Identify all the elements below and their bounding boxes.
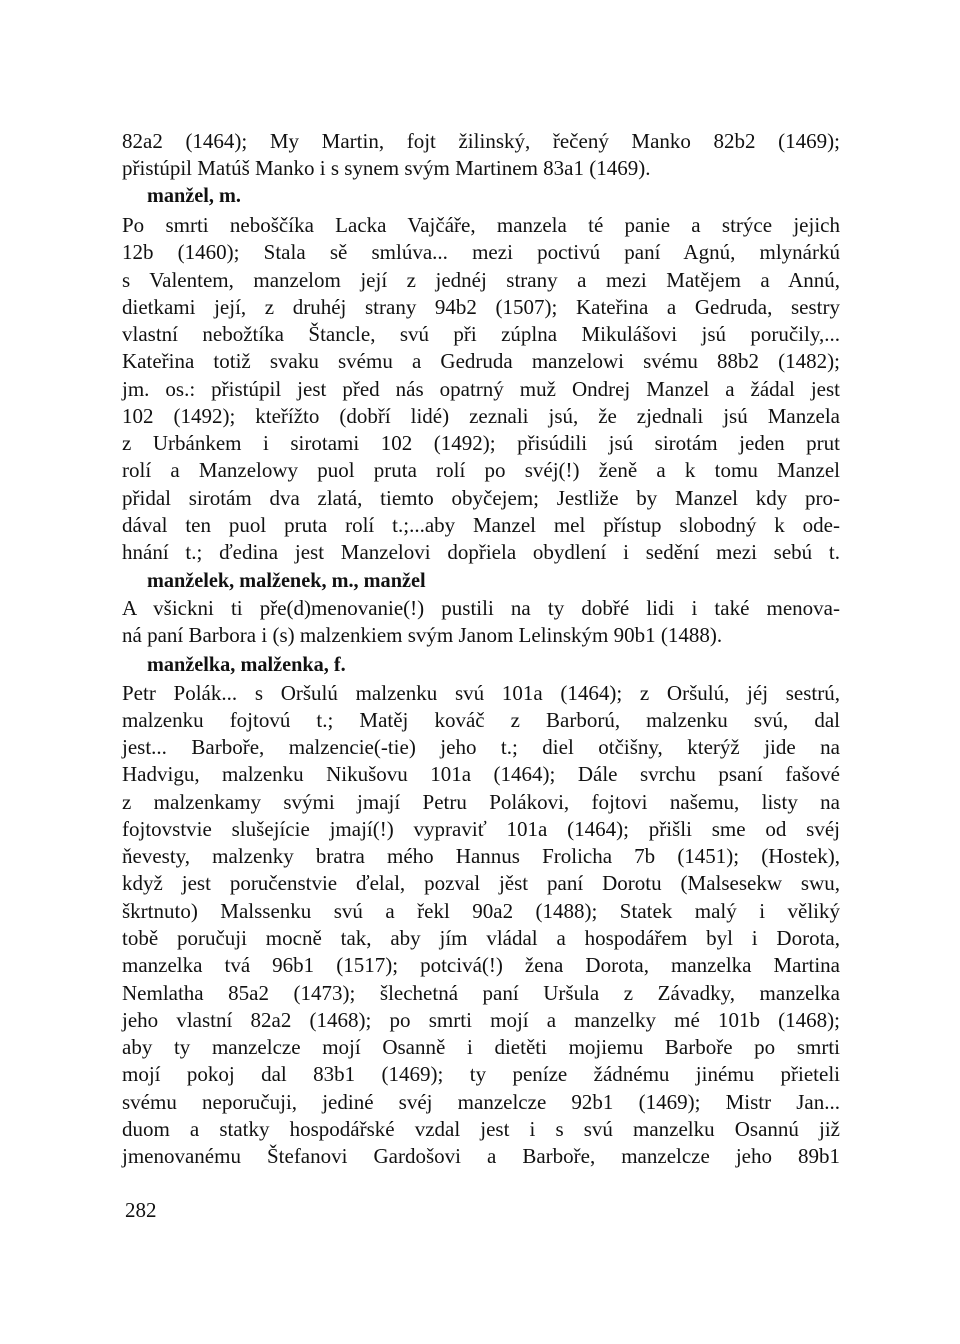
text-line: z Urbánkem i sirotami 102 (1492); přisúdili jsú sirotám jeden prut <box>122 431 840 455</box>
text-line: jeho vlastní 82a2 (1468); po smrti mojí a manzelky mé 101b (1468); <box>122 1008 840 1032</box>
text-line: dietkami její, z druhéj strany 94b2 (1507); Kateřina a Gedruda, sestry <box>122 295 840 319</box>
text-line: škrtnuto) Malssenku svú a řekl 90a2 (1488); Statek malý i věliký <box>122 899 840 923</box>
text-line: tobě poručuji mocně tak, aby jím vládal a hospodářem byl i Dorota, <box>122 926 840 950</box>
text-line: Po smrti neboščíka Lacka Vajčáře, manzela té panie a strýce jejich <box>122 213 840 237</box>
text-line: malzenku fojtovú t.; Matěj kováč z Barború, malzenku svú, dal <box>122 708 840 732</box>
text-line: z malzenkamy svými jmají Petru Polákovi, fojtovi našemu, listy na <box>122 790 840 814</box>
text-line: A všickni ti pře(d)menovanie(!) pustili na ty dobřé lidi i také menova- <box>122 596 840 620</box>
text-line: aby ty manzelcze mojí Osanně i dietěti mojiemu Barboře po smrti <box>122 1035 840 1059</box>
text-line: ňevesty, malzenky bratra mého Hannus Frolicha 7b (1451); (Hostek), <box>122 844 840 868</box>
text-line: rolí a Manzelowy puol pruta rolí po svéj(!) ženě a k tomu Manzel <box>122 458 840 482</box>
text-line: Petr Polák... s Oršulú malzenku svú 101a (1464); z Oršulú, jéj sestrú, <box>122 681 840 705</box>
text-line: přistúpil Matúš Manko i s synem svým Martinem 83a1 (1469). <box>122 156 651 180</box>
text-line: Hadvigu, malzenku Nikušovu 101a (1464); Dále svrchu psaní fašové <box>122 762 840 786</box>
text-line: 82a2 (1464); My Martin, fojt žilinský, řečený Manko 82b2 (1469); <box>122 129 840 153</box>
text-line: Kateřina totiž svaku svému a Gedruda manzelowi svému 88b2 (1482); <box>122 349 840 373</box>
text-line: duom a statky hospodářské vzdal jest i s svú manzelku Osannú již <box>122 1117 840 1141</box>
text-line: přidal sirotám dva zlatá, tiemto obyčejem; Jestliže by Manzel kdy pro- <box>122 486 840 510</box>
text-line: svému neporučuji, jediné svéj manzelcze 92b1 (1469); Mistr Jan... <box>122 1090 840 1114</box>
text-line: dával ten puol pruta rolí t.;...aby Manzel mel přístup slobodný k ode- <box>122 513 840 537</box>
text-line: když jest poručenstvie ďelal, pozval jěst paní Dorotu (Malsesekw swu, <box>122 871 840 895</box>
headword-manzel: manžel, m. <box>147 183 241 207</box>
text-line: Nemlatha 85a2 (1473); šlechetná paní Uršula z Závadky, manzelka <box>122 981 840 1005</box>
headword-manzelka: manželka, malženka, f. <box>147 652 346 676</box>
text-line: 102 (1492); kteřížto (dobří lidé) zeznali jsú, že zjednali jsú Manzela <box>122 404 840 428</box>
headword-manzelek: manželek, malženek, m., manžel <box>147 568 426 592</box>
text-line: vlastní nebožtíka Štancle, svú při zúplna Mikulášovi jsú poručily,... <box>122 322 840 346</box>
page-number: 282 <box>125 1198 157 1222</box>
text-line: 12b (1460); Stala sě smlúva... mezi poctivú paní Agnú, mlynárkú <box>122 240 840 264</box>
text-line: jest... Barboře, malzencie(-tie) jeho t.; diel otčišny, kterýž jide na <box>122 735 840 759</box>
text-line: mojí pokoj dal 83b1 (1469); ty peníze žádnému jinému přieteli <box>122 1062 840 1086</box>
text-line: jm. os.: přistúpil jest před nás opatrný muž Ondrej Manzel a žádal jest <box>122 377 840 401</box>
text-line: jmenovanému Štefanovi Gardošovi a Barboře, manzelcze jeho 89b1 <box>122 1144 840 1168</box>
text-line: manzelka tvá 96b1 (1517); potcivá(!) žena Dorota, manzelka Martina <box>122 953 840 977</box>
text-line: s Valentem, manzelom její z jednéj strany a mezi Matějem a Annú, <box>122 268 840 292</box>
text-line: ná paní Barbora i (s) malzenkiem svým Janom Lelinským 90b1 (1488). <box>122 623 723 647</box>
text-line: hnání t.; ďedina jest Manzelovi dopřiela obydlení i sedění mezi sebú t. <box>122 540 840 564</box>
text-line: fojtovstvie slušejície jmají(!) vypraviť 101a (1464); přišli sme od svéj <box>122 817 840 841</box>
